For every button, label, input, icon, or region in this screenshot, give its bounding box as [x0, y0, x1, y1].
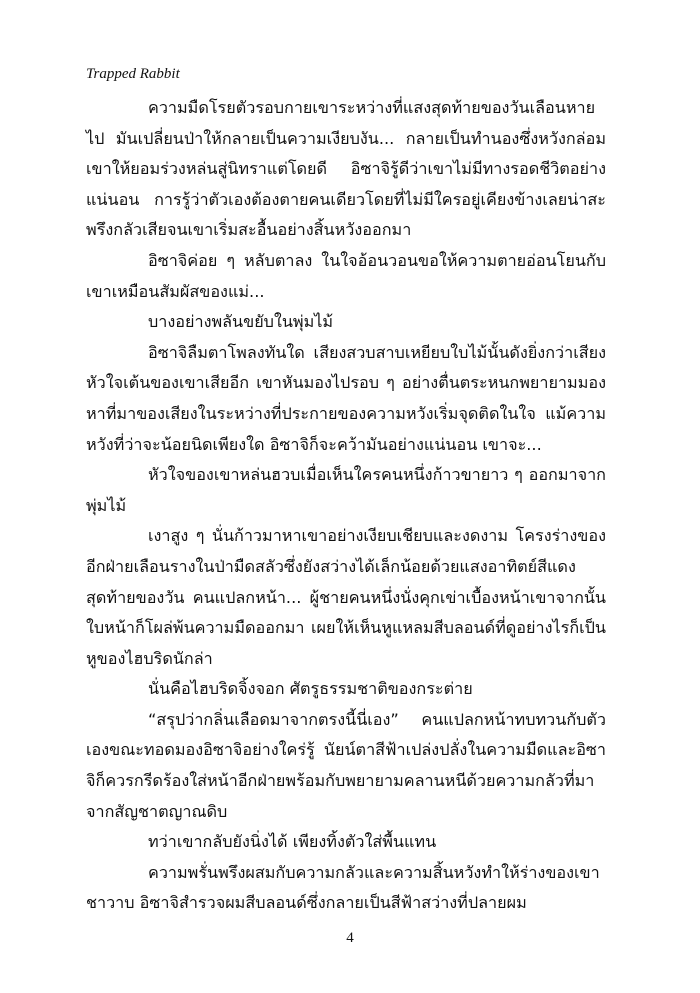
paragraph: นั่นคือไฮบริดจิ้งจอก ศัตรูธรรมชาติของกระต่าย: [148, 679, 473, 699]
page-number: 4: [346, 930, 354, 946]
paragraph: อิซาจิลืมตาโพลงทันใด เสียงสวบสาบเหยียบใบไม้นั้นดังยิ่งกว่าเสียงหัวใจเต้นของเขาเสียอีก เขาหันมองไปรอบ ๆ อย่างตื่นตระหนกพยายามมองหาที่มาของเสียงในระหว่างที่ประกายของความหวังเริ่มจุดติดในใจ แม้ความหวังที่ว่าจะน้อยนิดเพียงใด อิซาจิก็จะคว้ามันอย่างแน่นอน เขาจะ...: [86, 342, 606, 454]
paragraph: อิซาจิค่อย ๆ หลับตาลง ในใจอ้อนวอนขอให้ความตายอ่อนโยนกับเขาเหมือนสัมผัสของแม่...: [86, 250, 606, 301]
paragraph: บางอย่างพลันขยับในพุ่มไม้: [148, 312, 334, 332]
body-text: [86, 93, 606, 919]
paragraph: เงาสูง ๆ นั่นก้าวมาหาเขาอย่างเงียบเชียบและงดงาม โครงร่างของอีกฝ่ายเลือนรางในป่ามืดสลัวซึ่งยังสว่างได้เล็กน้อยด้วยแสงอาทิตย์สีแดงสุดท้ายของวัน คนแปลกหน้า... ผู้ชายคนหนึ่งนั่งคุกเข่าเบื้องหน้าเขาจากนั้นใบหน้าก็โผล่พ้นความมืดออกมา เผยให้เห็นหูแหลมสีบลอนด์ที่ดูอย่างไรก็เป็นหูของไฮบริดนักล่า: [86, 526, 606, 668]
paragraph: หัวใจของเขาหล่นฮวบเมื่อเห็นใครคนหนึ่งก้าวขายาว ๆ ออกมาจากพุ่มไม้: [86, 465, 606, 515]
paragraph: “สรุปว่ากลิ่นเลือดมาจากตรงนี้นี่เอง” คนแปลกหน้าทบทวนกับตัวเองขณะทอดมองอิซาจิอย่างใคร่รู้ นัยน์ตาสีฟ้าเปล่งปลั่งในความมืดและอิซาจิก็ควรกรีดร้องใส่หน้าอีกฝ่ายพร้อมกับพยายามคลานหนีด้วยความกลัวที่มาจากสัญชาตญาณดิบ: [86, 709, 606, 821]
paragraph: ทว่าเขากลับยังนิ่งได้ เพียงทิ้งตัวใส่พื้นแทน: [148, 832, 437, 852]
paragraph: ความพรั่นพรึงผสมกับความกลัวและความสิ้นหวังทำให้ร่างของเขาชาวาบ อิซาจิสำรวจผมสีบลอนด์ซึ่งกลายเป็นสีฟ้าสว่างที่ปลายผม: [86, 862, 600, 913]
paragraph: ความมืดโรยตัวรอบกายเขาระหว่างที่แสงสุดท้ายของวันเลือนหายไป มันเปลี่ยนป่าให้กลายเป็นความเงียบงัน... กลายเป็นทำนองซึ่งหวังกล่อมเขาให้ยอมร่วงหล่นสู่นิทราแต่โดยดี อิซาจิรู้ดีว่าเขาไม่มีทางรอดชีวิตอย่างแน่นอน การรู้ว่าตัวเองต้องตายคนเดียวโดยที่ไม่มีใครอยู่เคียงข้างเลยน่าสะพรึงกลัวเสียจนเขาเริ่มสะอื้นอย่างสิ้นหวังออกมา: [86, 98, 606, 240]
running-header: Trapped Rabbit: [86, 66, 180, 82]
